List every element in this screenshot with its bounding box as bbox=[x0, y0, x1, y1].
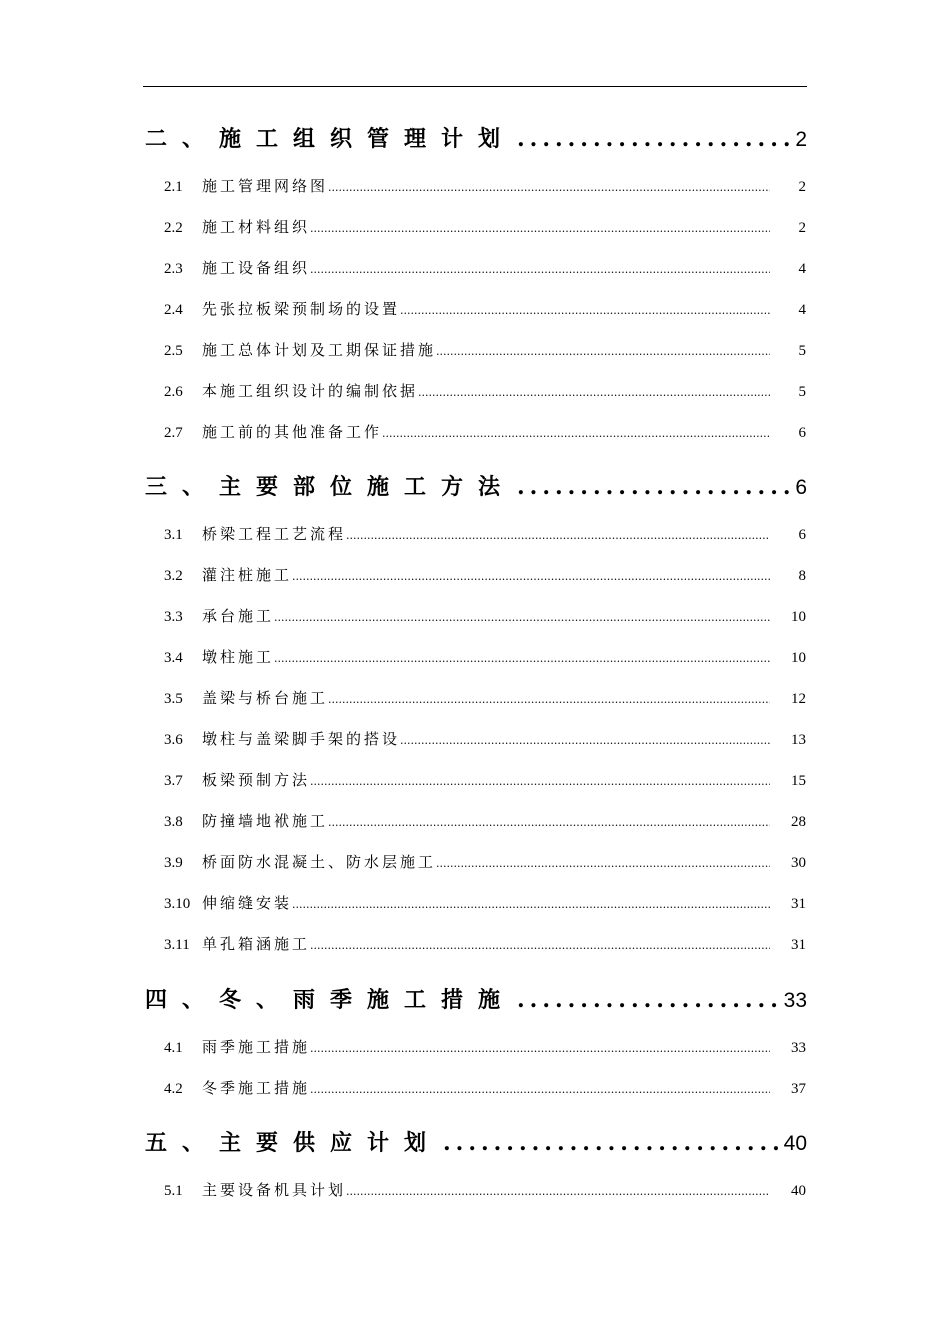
toc-entry-title: 盖梁与桥台施工 bbox=[202, 689, 329, 707]
toc-chapter-entry[interactable] bbox=[145, 983, 807, 1014]
toc-entry-title: 四、冬、雨季施工措施 bbox=[145, 987, 516, 1013]
toc-dot-leader bbox=[310, 263, 770, 276]
toc-entry-title: 施工材料组织 bbox=[202, 218, 311, 236]
toc-page-number: 6 bbox=[798, 527, 806, 543]
toc-entry-title: 主要设备机具计划 bbox=[202, 1181, 347, 1199]
toc-section-entry[interactable] bbox=[164, 1179, 806, 1200]
toc-page-number: 28 bbox=[791, 814, 806, 830]
toc-entry-title: 雨季施工措施 bbox=[202, 1038, 311, 1056]
toc-entry-title: 冬季施工措施 bbox=[202, 1079, 311, 1097]
toc-dot-leader bbox=[328, 181, 770, 194]
toc-entry-title: 板梁预制方法 bbox=[202, 771, 311, 789]
toc-page-number: 10 bbox=[791, 609, 806, 625]
toc-entry-number: 3.6 bbox=[164, 732, 183, 748]
toc-section-entry[interactable] bbox=[164, 564, 806, 585]
toc-section-entry[interactable] bbox=[164, 175, 806, 196]
toc-dot-leader bbox=[517, 987, 778, 1013]
toc-entry-number: 2.1 bbox=[164, 179, 183, 195]
toc-entry-number: 3.7 bbox=[164, 773, 183, 789]
toc-dot-leader bbox=[443, 1130, 778, 1156]
toc-section-entry[interactable] bbox=[164, 380, 806, 401]
toc-entry-number: 3.1 bbox=[164, 527, 183, 543]
toc-dot-leader bbox=[292, 898, 770, 911]
toc-entry-number: 4.2 bbox=[164, 1081, 183, 1097]
toc-page-number: 6 bbox=[795, 476, 807, 499]
toc-section-entry[interactable] bbox=[164, 605, 806, 626]
toc-page-number: 10 bbox=[791, 650, 806, 666]
toc-section-entry[interactable] bbox=[164, 216, 806, 237]
toc-entry-number: 2.2 bbox=[164, 220, 183, 236]
toc-entry-number: 2.3 bbox=[164, 261, 183, 277]
toc-page-number: 40 bbox=[783, 1132, 807, 1155]
toc-section-entry[interactable] bbox=[164, 646, 806, 667]
toc-dot-leader bbox=[310, 222, 770, 235]
toc-page-number: 33 bbox=[783, 989, 807, 1012]
toc-section-entry[interactable] bbox=[164, 892, 806, 913]
toc-page-number: 13 bbox=[791, 732, 806, 748]
toc-dot-leader bbox=[418, 386, 770, 399]
toc-entry-number: 2.4 bbox=[164, 302, 183, 318]
toc-entry-title: 本施工组织设计的编制依据 bbox=[202, 382, 419, 400]
toc-page-number: 2 bbox=[798, 179, 806, 195]
toc-entry-title: 承台施工 bbox=[202, 607, 275, 625]
toc-section-entry[interactable] bbox=[164, 1036, 806, 1057]
toc-page-number: 4 bbox=[798, 261, 806, 277]
toc-dot-leader bbox=[310, 775, 770, 788]
toc-entry-title: 施工管理网络图 bbox=[202, 177, 329, 195]
toc-entry-title: 墩柱施工 bbox=[202, 648, 275, 666]
toc-section-entry[interactable] bbox=[164, 851, 806, 872]
toc-section-entry[interactable] bbox=[164, 810, 806, 831]
toc-section-entry[interactable] bbox=[164, 257, 806, 278]
toc-dot-leader bbox=[400, 734, 770, 747]
toc-section-entry[interactable] bbox=[164, 769, 806, 790]
toc-entry-title: 伸缩缝安装 bbox=[202, 894, 293, 912]
toc-entry-title: 桥面防水混凝土、防水层施工 bbox=[202, 853, 437, 871]
toc-entry-title: 防撞墙地袱施工 bbox=[202, 812, 329, 830]
toc-entry-title: 单孔箱涵施工 bbox=[202, 935, 311, 953]
toc-dot-leader bbox=[517, 126, 789, 152]
toc-section-entry[interactable] bbox=[164, 339, 806, 360]
toc-section-entry[interactable] bbox=[164, 421, 806, 442]
toc-entry-title: 先张拉板梁预制场的设置 bbox=[202, 300, 401, 318]
toc-dot-leader bbox=[328, 693, 770, 706]
toc-entry-number: 2.7 bbox=[164, 425, 183, 441]
toc-section-entry[interactable] bbox=[164, 298, 806, 319]
toc-page-number: 33 bbox=[791, 1040, 806, 1056]
toc-entry-number: 5.1 bbox=[164, 1183, 183, 1199]
toc-dot-leader bbox=[310, 1042, 770, 1055]
toc-section-entry[interactable] bbox=[164, 523, 806, 544]
toc-dot-leader bbox=[274, 611, 770, 624]
toc-entry-title: 桥梁工程工艺流程 bbox=[202, 525, 347, 543]
toc-section-entry[interactable] bbox=[164, 728, 806, 749]
toc-page-number: 40 bbox=[791, 1183, 806, 1199]
toc-entry-title: 五、主要供应计划 bbox=[145, 1130, 442, 1156]
toc-entry-title: 二、施工组织管理计划 bbox=[145, 126, 516, 152]
toc-page-number: 6 bbox=[798, 425, 806, 441]
toc-dot-leader bbox=[346, 1185, 770, 1198]
toc-dot-leader bbox=[292, 570, 770, 583]
toc-entry-title: 施工前的其他准备工作 bbox=[202, 423, 383, 441]
toc-entry-title: 施工总体计划及工期保证措施 bbox=[202, 341, 437, 359]
toc-entry-number: 2.5 bbox=[164, 343, 183, 359]
toc-page-number: 2 bbox=[795, 128, 807, 151]
toc-section-entry[interactable] bbox=[164, 1077, 806, 1098]
toc-chapter-entry[interactable] bbox=[145, 122, 807, 153]
toc-dot-leader bbox=[436, 345, 770, 358]
toc-page-number: 31 bbox=[791, 937, 806, 953]
toc-page-number: 12 bbox=[791, 691, 806, 707]
toc-dot-leader bbox=[346, 529, 770, 542]
toc-page-number: 2 bbox=[798, 220, 806, 236]
toc-page-number: 30 bbox=[791, 855, 806, 871]
toc-section-entry[interactable] bbox=[164, 933, 806, 954]
toc-entry-number: 3.4 bbox=[164, 650, 183, 666]
toc-page-number: 5 bbox=[798, 343, 806, 359]
toc-dot-leader bbox=[517, 474, 789, 500]
toc-page-number: 31 bbox=[791, 896, 806, 912]
toc-entry-number: 3.10 bbox=[164, 896, 191, 912]
toc-entry-number: 3.9 bbox=[164, 855, 183, 871]
toc-entry-number: 3.5 bbox=[164, 691, 183, 707]
toc-entry-number: 2.6 bbox=[164, 384, 183, 400]
toc-entry-number: 3.11 bbox=[164, 937, 190, 953]
toc-entry-title: 墩柱与盖梁脚手架的搭设 bbox=[202, 730, 401, 748]
toc-entry-title: 灌注桩施工 bbox=[202, 566, 293, 584]
toc-dot-leader bbox=[310, 939, 770, 952]
toc-entry-title: 施工设备组织 bbox=[202, 259, 311, 277]
toc-page-number: 8 bbox=[798, 568, 806, 584]
toc-chapter-entry[interactable] bbox=[145, 470, 807, 501]
toc-dot-leader bbox=[436, 857, 770, 870]
toc-entry-number: 3.2 bbox=[164, 568, 183, 584]
toc-dot-leader bbox=[382, 427, 770, 440]
toc-dot-leader bbox=[274, 652, 770, 665]
toc-entry-number: 3.8 bbox=[164, 814, 183, 830]
toc-page-number: 4 bbox=[798, 302, 806, 318]
toc-dot-leader bbox=[400, 304, 770, 317]
toc-page-number: 15 bbox=[791, 773, 806, 789]
toc-page-number: 5 bbox=[798, 384, 806, 400]
toc-entry-title: 三、主要部位施工方法 bbox=[145, 474, 516, 500]
toc-page-number: 37 bbox=[791, 1081, 806, 1097]
toc-dot-leader bbox=[328, 816, 770, 829]
toc-dot-leader bbox=[310, 1083, 770, 1096]
toc-chapter-entry[interactable] bbox=[145, 1126, 807, 1157]
toc-entry-number: 3.3 bbox=[164, 609, 183, 625]
toc-entry-number: 4.1 bbox=[164, 1040, 183, 1056]
toc-section-entry[interactable] bbox=[164, 687, 806, 708]
